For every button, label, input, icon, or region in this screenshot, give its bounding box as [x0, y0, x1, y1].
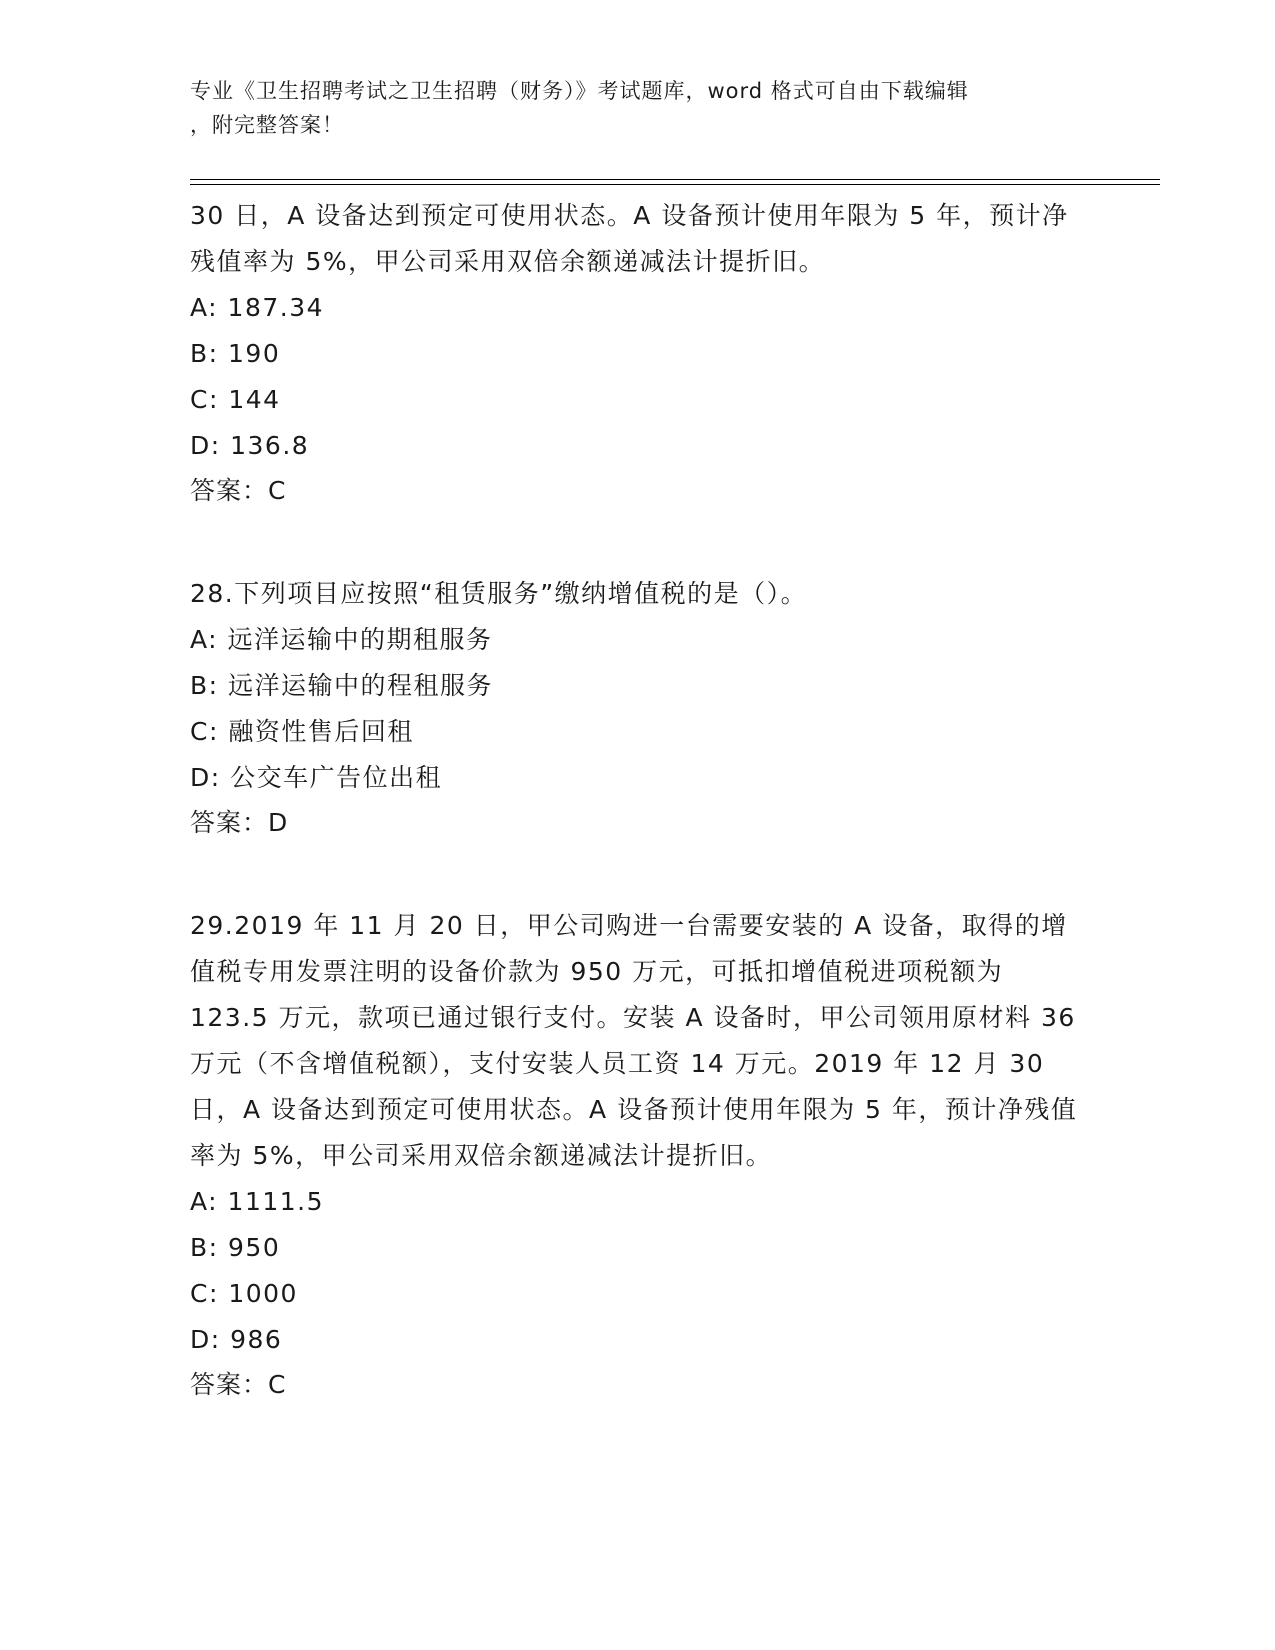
option-c: C: 1000	[190, 1279, 298, 1308]
option-d: D: 公交车广告位出租	[190, 763, 443, 792]
option-d: D: 986	[190, 1325, 283, 1354]
answer-label: 答案：C	[190, 1370, 287, 1399]
option-c: C: 融资性售后回租	[190, 717, 414, 746]
option-c: C: 144	[190, 385, 281, 414]
header-line-1: 专业《卫生招聘考试之卫生招聘（财务）》考试题库，word 格式可自由下载编辑	[190, 79, 969, 103]
option-a: A: 187.34	[190, 293, 325, 322]
question-text: 28.下列项目应按照“租赁服务”缴纳增值税的是（）。	[190, 579, 808, 608]
header-divider-top	[190, 179, 1160, 180]
question-29	[190, 903, 1090, 1407]
document-body	[190, 193, 1090, 1407]
option-d: D: 136.8	[190, 431, 310, 460]
option-b: B: 950	[190, 1233, 281, 1262]
header-divider-bottom	[190, 184, 1160, 185]
question-28	[190, 571, 1090, 845]
question-text: 29.2019 年 11 月 20 日，甲公司购进一台需要安装的 A 设备，取得的增值税专用发票注明的设备价款为 950 万元，可抵扣增值税进项税额为 123.5 万元，款项已通过银行支付。安装 A 设备时，甲公司领用原材料 36 万元（不含增值税额），支付安装人员工资 14 万元。2019 年 12 月 30 日，A 设备达到预定可使用状态。A 设备预计使用年限为 5 年，预计净残值率为 5%，甲公司采用双倍余额递减法计提折旧。	[190, 911, 1078, 1170]
option-b: B: 190	[190, 339, 281, 368]
option-a: A: 1111.5	[190, 1187, 325, 1216]
answer-label: 答案：C	[190, 476, 287, 505]
document-header	[190, 74, 1090, 142]
header-line-2: ，附完整答案！	[190, 113, 344, 137]
option-a: A: 远洋运输中的期租服务	[190, 625, 493, 654]
answer-label: 答案：D	[190, 808, 289, 837]
option-b: B: 远洋运输中的程租服务	[190, 671, 494, 700]
question-text: 30 日，A 设备达到预定可使用状态。A 设备预计使用年限为 5 年，预计净残值率为 5%，甲公司采用双倍余额递减法计提折旧。	[190, 201, 1069, 276]
question-27-continuation	[190, 193, 1090, 513]
